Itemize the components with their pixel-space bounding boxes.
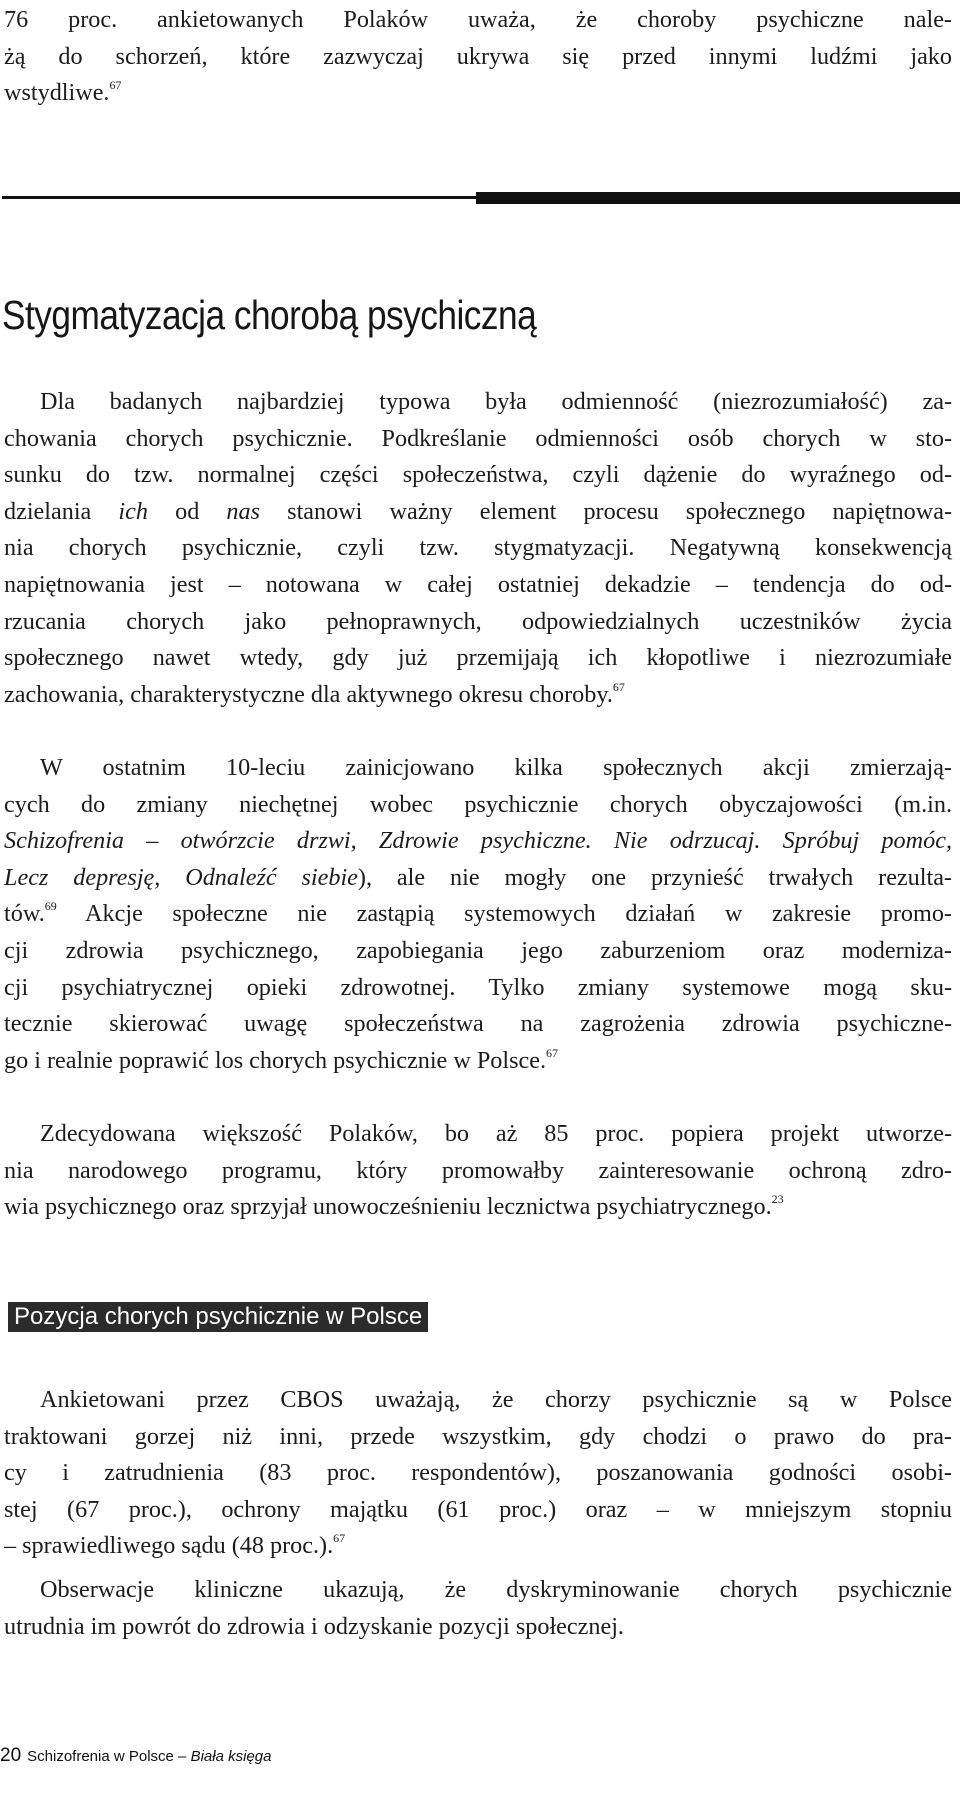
text-line: cji psychiatrycznej opieki zdrowotnej. Tylko zmiany systemowe mogą sku- <box>4 973 952 1001</box>
text-line: utrudnia im powrót do zdrowia i odzyskanie pozycji społecznej. <box>4 1612 624 1640</box>
text-line <box>4 860 952 897</box>
text-fragment: wstydliwe. <box>4 79 110 107</box>
text-line <box>4 1189 952 1226</box>
text-line: Dla badanych najbardziej typowa była odmienność (niezrozumiałość) za- <box>40 388 952 415</box>
text-line <box>4 494 952 531</box>
text-line: Ankietowani przez CBOS uważają, że chorzy psychicznie są w Polsce <box>40 1386 952 1413</box>
footnote-ref: 67 <box>109 78 122 93</box>
subsection-heading: Pozycja chorych psychicznie w Polsce <box>8 1302 428 1332</box>
text-line <box>4 896 952 933</box>
text-line: społecznego nawet wtedy, gdy już przemijają ich kłopotliwe i niezrozumiałe <box>4 644 952 672</box>
footnote-ref: 23 <box>771 1192 784 1207</box>
text-line: Obserwacje kliniczne ukazują, że dyskryminowanie chorych psychicznie <box>40 1576 952 1603</box>
page-number: 20 <box>0 1745 22 1766</box>
text-line: nia narodowego programu, który promowałby zainteresowanie ochroną zdro- <box>4 1156 952 1184</box>
footnote-ref: 67 <box>546 1045 559 1060</box>
text-line: cy i zatrudnienia (83 proc. respondentów), poszanowania godności osobi- <box>4 1459 952 1487</box>
paragraph-clinical <box>4 1572 952 1645</box>
campaign-names: Schizofrenia – otwórzcie drzwi, Zdrowie psychiczne. Nie odrzucaj. Spróbuj pomóc, <box>4 827 952 855</box>
page-footer <box>0 1745 271 1767</box>
text-fragment: od <box>147 497 227 525</box>
text-line: napiętnowania jest – notowana w całej ostatniej dekadzie – tendencja do od- <box>4 570 952 598</box>
text-fragment: ), ale nie mogły one przynieść trwałych rezulta- <box>357 863 952 891</box>
text-line: 76 proc. ankietowanych Polaków uważa, że choroby psychiczne nale- <box>4 6 952 33</box>
text-fragment: tów. <box>4 900 45 928</box>
text-line: nia chorych psychicznie, czyli tzw. stygmatyzacji. Negatywną konsekwencją <box>4 534 952 562</box>
text-line: cji zdrowia psychicznego, zapobiegania jego zaburzeniom oraz moderniza- <box>4 936 952 964</box>
text-fragment: wia psychicznego oraz sprzyjał unowocześnieniu lecznictwa psychiatrycznego. <box>4 1193 772 1221</box>
text-line <box>4 1043 952 1080</box>
section-divider-thin <box>2 196 480 199</box>
text-fragment: dzielania <box>4 497 119 525</box>
text-line <box>4 677 952 714</box>
paragraph-cbos-survey <box>4 1382 952 1565</box>
text-line: traktowani gorzej niż inni, przede wszystkim, gdy chodzi o prawo do pra- <box>4 1422 952 1450</box>
text-line: chowania chorych psychicznie. Podkreślanie odmienności osób chorych w sto- <box>4 424 952 452</box>
text-line: tecznie skierować uwagę społeczeństwa na zagrożenia zdrowia psychiczne- <box>4 1010 952 1038</box>
intro-paragraph <box>4 2 952 112</box>
text-fragment: Akcje społeczne nie zastąpią systemowych działań w zakresie promo- <box>56 900 952 928</box>
text-line: sunku do tzw. normalnej części społeczeństwa, czyli dążenie do wyraźnego od- <box>4 461 952 489</box>
paragraph-stigmatization <box>4 384 952 713</box>
text-line: stej (67 proc.), ochrony majątku (61 proc.) oraz – w mniejszym stopniu <box>4 1495 952 1523</box>
book-subtitle: Biała księga <box>190 1748 272 1765</box>
text-line <box>4 823 952 860</box>
paragraph-national-program <box>4 1116 952 1226</box>
footnote-ref: 69 <box>44 899 57 914</box>
campaign-names: Lecz depresję, Odnaleźć siebie <box>4 863 358 891</box>
text-line: cych do zmiany niechętnej wobec psychicznie chorych obyczajowości (m.in. <box>4 790 952 818</box>
footnote-ref: 67 <box>612 679 625 694</box>
section-divider-thick <box>476 192 960 204</box>
emphasis-ich: ich <box>118 497 148 525</box>
text-line: W ostatnim 10-leciu zainicjowano kilka społecznych akcji zmierzają- <box>40 754 952 781</box>
text-fragment: go i realnie poprawić los chorych psychicznie w Polsce. <box>4 1046 547 1074</box>
footnote-ref: 67 <box>333 1531 346 1546</box>
text-fragment: zachowania, charakterystyczne dla aktywnego okresu choroby. <box>4 680 613 708</box>
book-title: Schizofrenia w Polsce – <box>27 1748 191 1765</box>
text-line: Zdecydowana większość Polaków, bo aż 85 proc. popiera projekt utworze- <box>40 1120 952 1147</box>
text-line: rzucania chorych jako pełnoprawnych, odpowiedzialnych uczestników życia <box>4 607 952 635</box>
text-line <box>4 1528 952 1565</box>
text-fragment: stanowi ważny element procesu społecznego napiętnowa- <box>260 497 953 525</box>
text-line: żą do schorzeń, które zazwyczaj ukrywa się przed innymi ludźmi jako <box>4 42 952 70</box>
text-line <box>4 75 952 112</box>
paragraph-campaigns <box>4 750 952 1079</box>
emphasis-nas: nas <box>226 497 261 525</box>
text-fragment: – sprawiedliwego sądu (48 proc.). <box>4 1532 334 1560</box>
section-heading: Stygmatyzacja chorobą psychiczną <box>2 292 537 338</box>
